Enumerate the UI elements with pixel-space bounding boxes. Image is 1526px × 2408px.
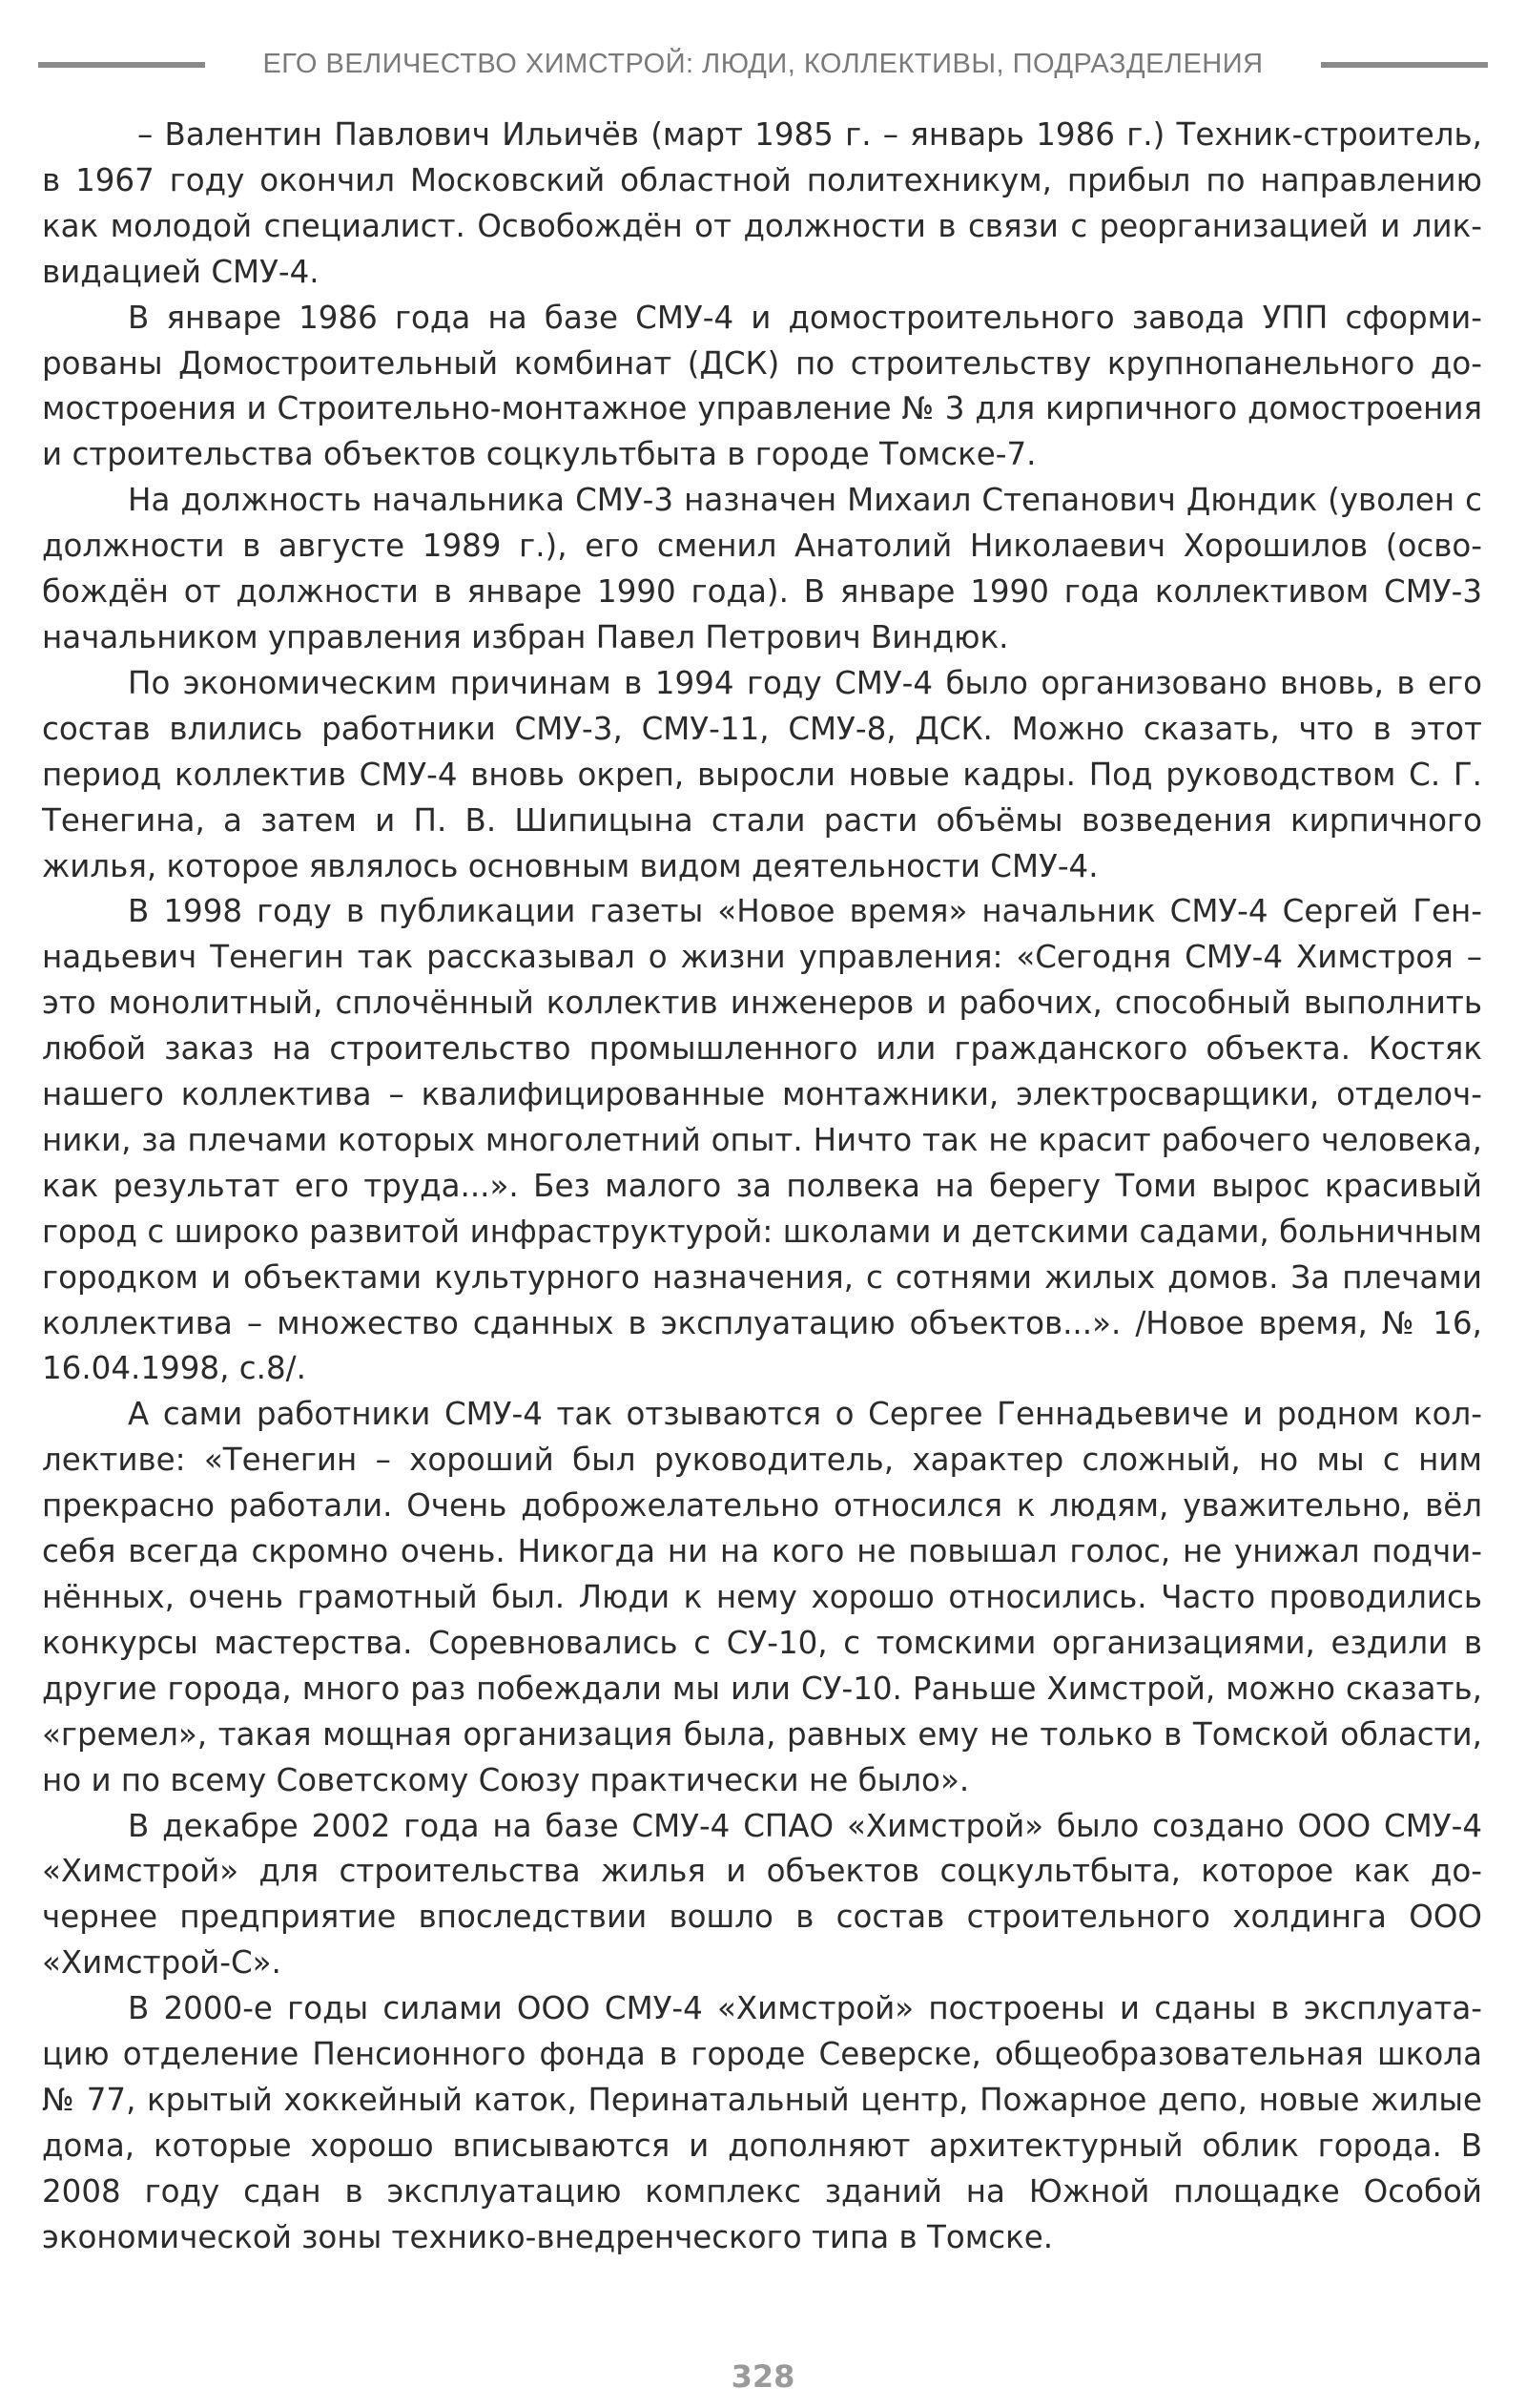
paragraph: А сами работники СМУ-4 так отзываются о Сергее Геннадьевиче и родном коллективе: «Тенегин – хороший был руководитель, характер сложный, но мы с ним прекрасно работали. Очень доброжелательно относился к людям, уважительно, вёл себя всегда скромно очень. Никогда ни на кого не повышал голос, не унижал подчинённых, очень грамотный был. Люди к нему хорошо относились. Часто проводились конкурсы мастерства. Соревновались с СУ-10, с томскими организациями, ездили в другие города, много раз побеждали мы или СУ-10. Раньше Химстрой, можно сказать, «гремел», такая мощная организация была, равных ему не только в Томской области, но и по всему Советскому Союзу практически не было». [42, 1396, 1482, 1798]
header-rule-left [38, 62, 205, 68]
header-rule-right [1321, 62, 1488, 68]
running-header-title: ЕГО ВЕЛИЧЕСТВО ХИМСТРОЙ: ЛЮДИ, КОЛЛЕКТИВЫ, ПОДРАЗДЕЛЕНИЯ [262, 49, 1264, 79]
running-header [38, 50, 1488, 78]
paragraph: – Валентин Павлович Ильичёв (март 1985 г. – январь 1986 г.) Техник-строитель, в 1967 году окончил Московский областной политехникум, прибыл по направлению как молодой специалист. Освобождён от должности в связи с реорганизацией и ликвидацией СМУ-4. [42, 116, 1482, 290]
paragraph: В январе 1986 года на базе СМУ-4 и домостроительного завода УПП сформированы Домостроительный комбинат (ДСК) по строительству крупнопанельного домостроения и Строительно-монтажное управление № 3 для кирпичного домостроения и строительства объектов соцкультбыта в городе Томске-7. [42, 299, 1482, 473]
paragraph: На должность начальника СМУ-3 назначен Михаил Степанович Дюндик (уволен с должности в августе 1989 г.), его сменил Анатолий Николаевич Хорошилов (освобождён от должности в январе 1990 года). В январе 1990 года коллективом СМУ-3 начальником управления избран Павел Петрович Виндюк. [42, 482, 1482, 655]
paragraph: По экономическим причинам в 1994 году СМУ-4 было организовано вновь, в его состав влились работники СМУ-3, СМУ-11, СМУ-8, ДСК. Можно сказать, что в этот период коллектив СМУ-4 вновь окреп, выросли новые кадры. Под руководством С. Г. Тенегина, а затем и П. В. Шипицына стали расти объёмы возведения кирпичного жилья, которое являлось основным видом деятельности СМУ-4. [42, 664, 1482, 884]
page-number: 328 [731, 2358, 795, 2395]
paragraph: В 1998 году в публикации газеты «Новое время» начальник СМУ-4 Сергей Геннадьевич Тенегин так рассказывал о жизни управления: «Сегодня СМУ-4 Химстроя – это монолитный, сплочённый коллектив инженеров и рабочих, способный выполнить любой заказ на строительство промышленного или гражданского объекта. Костяк нашего коллектива – квалифицированные монтажники, электросварщики, отделочники, за плечами которых многолетний опыт. Ничто так не красит рабочего человека, как результат его труда...». Без малого за полвека на берегу Томи вырос красивый город с широко развитой инфраструктурой: школами и детскими садами, больничным городком и объектами культурного назначения, с сотнями жилых домов. За плечами коллектива – множество сданных в эксплуатацию объектов...». /Новое время, № 16, 16.04.1998, с.8/. [42, 893, 1482, 1387]
body-text [42, 113, 1482, 2261]
paragraph: В 2000-е годы силами ООО СМУ-4 «Химстрой» построены и сданы в эксплуатацию отделение Пенсионного фонда в городе Северске, общеобразовательная школа № 77, крытый хоккейный каток, Перинатальный центр, Пожарное депо, новые жилые дома, которые хорошо вписываются и дополняют архитектурный облик города. В 2008 году сдан в эксплуатацию комплекс зданий на Южной площадке Особой экономической зоны технико-внедренческого типа в Томске. [42, 1990, 1482, 2255]
paragraph: В декабре 2002 года на базе СМУ-4 СПАО «Химстрой» было создано ООО СМУ-4 «Химстрой» для строительства жилья и объектов соцкультбыта, которое как дочернее предприятие впоследствии вошло в состав строительного холдинга ООО «Химстрой-С». [42, 1807, 1482, 1982]
